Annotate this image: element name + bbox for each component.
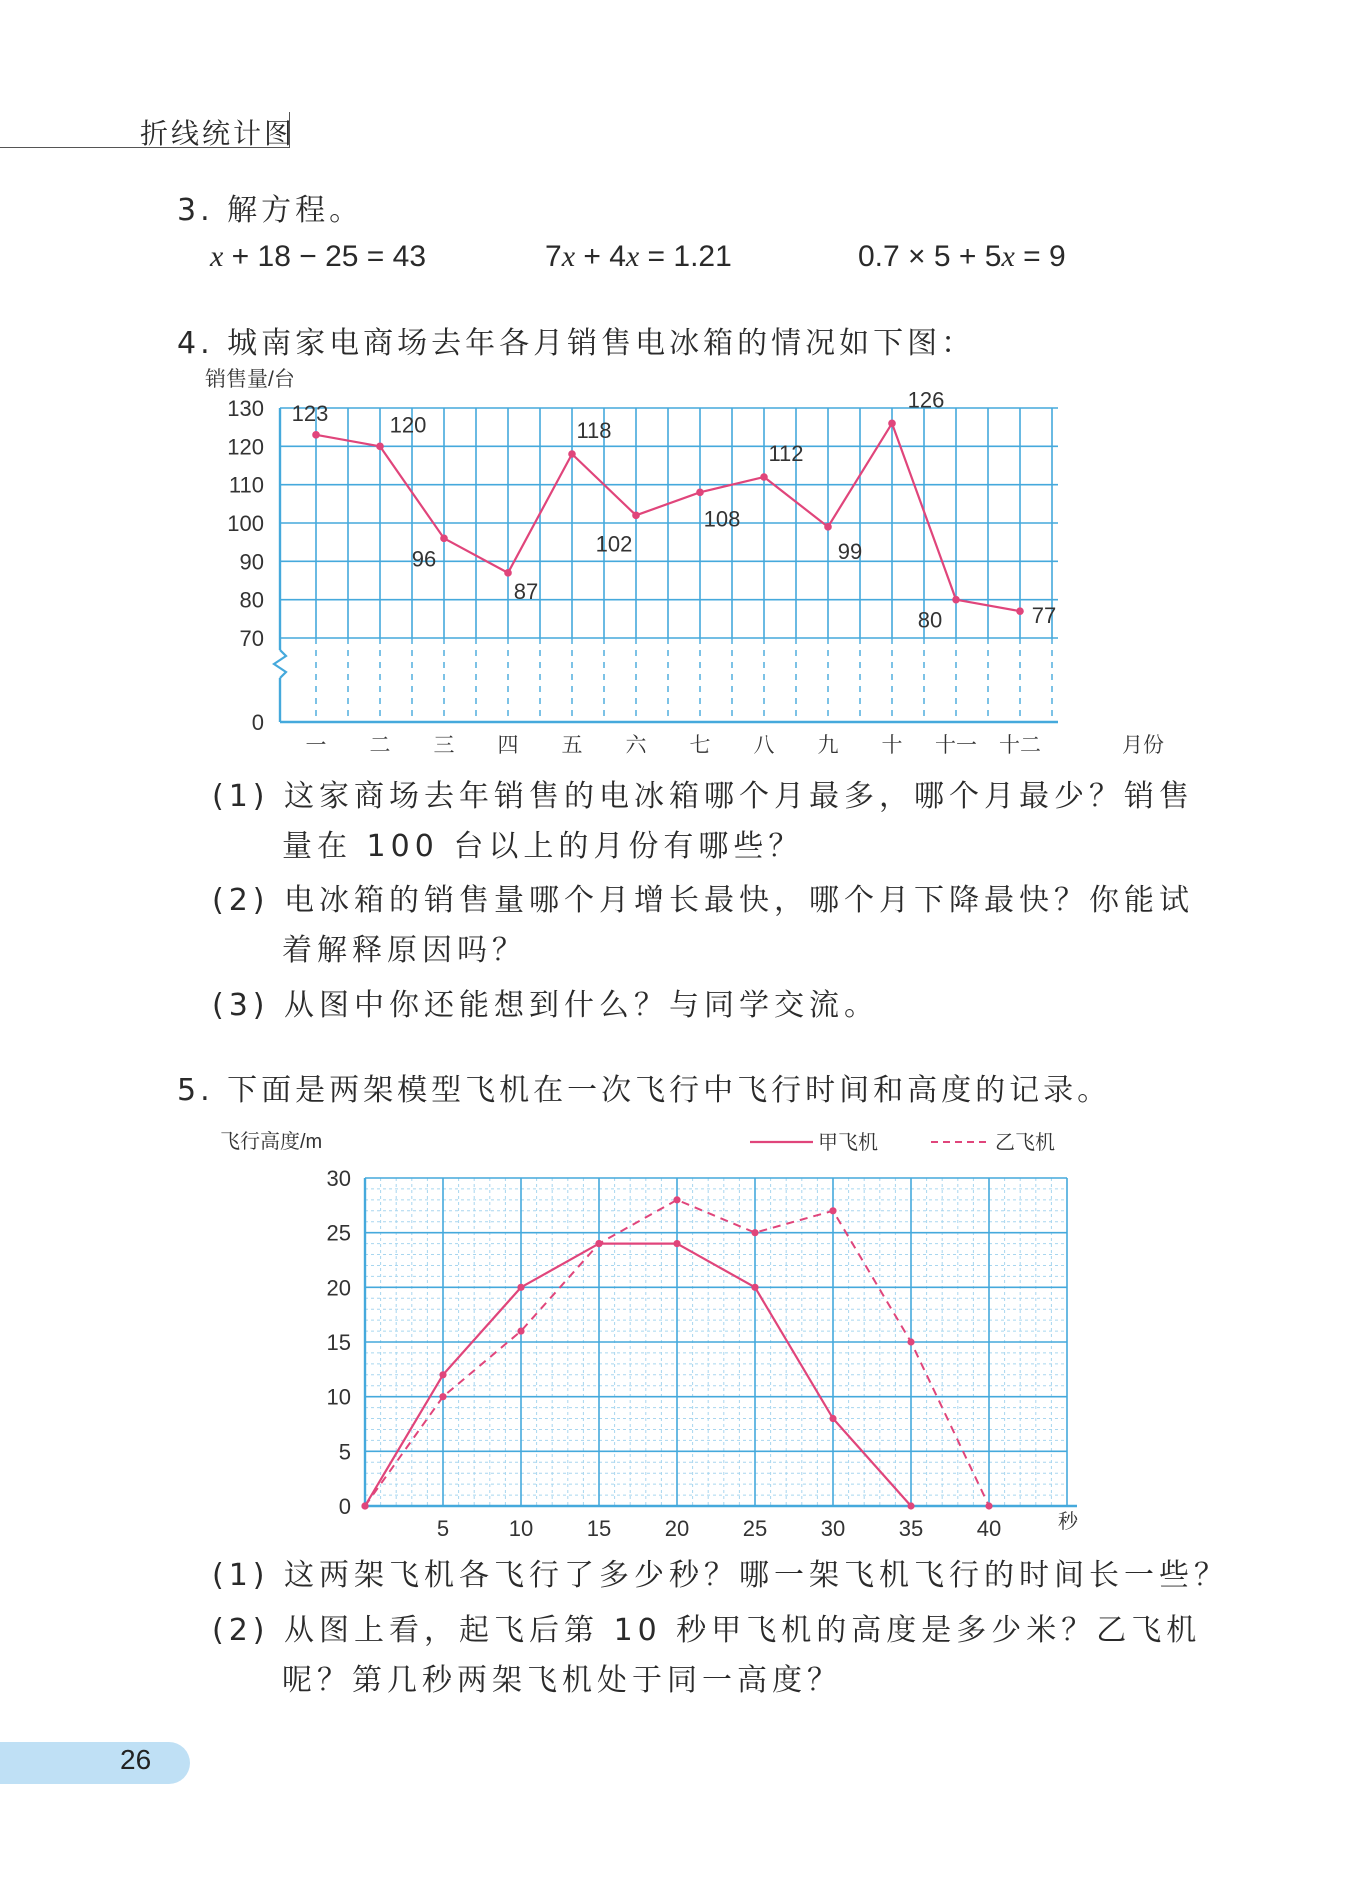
chart1-point: [952, 596, 960, 604]
equation-1-var: x: [210, 240, 224, 273]
chart1-axis-break: [274, 650, 286, 678]
chart1-ytick-label: 100: [227, 511, 264, 536]
chart2-xtick-label: 15: [586, 1516, 612, 1541]
page-number: 26: [120, 1744, 152, 1775]
chart2-ytick-label: 10: [326, 1384, 351, 1410]
chart2-xtick-label: 10: [508, 1516, 534, 1541]
chart1-data-label: 108: [703, 506, 741, 532]
chart1-ytick-label: 90: [239, 549, 264, 575]
chart1-xtick-label: 十一: [935, 734, 977, 757]
chart2-point-yi: [673, 1196, 680, 1203]
q4-sub3: (3) 从图中你还能想到什么？与同学交流。: [212, 988, 880, 1023]
chart2-point-jia: [907, 1502, 914, 1509]
legend-yi-label: 乙飞机: [995, 1132, 1055, 1154]
chart1-point: [504, 569, 512, 577]
chart2-point-jia: [673, 1240, 680, 1247]
chart1-ytick-label: 130: [227, 396, 264, 421]
chart1-data-label: 87: [513, 578, 539, 604]
question-3-label: 3. 解方程。: [177, 193, 364, 228]
chart2-point-jia: [517, 1284, 524, 1291]
flight-height-chart: [215, 1118, 1095, 1548]
chart1-data-label: 126: [907, 387, 945, 413]
chart2-ytick-label: 20: [326, 1275, 351, 1301]
chart2-point-yi: [751, 1229, 758, 1236]
chart1-xtick-label: 四: [497, 734, 519, 757]
equation-2: [545, 240, 732, 274]
sales-line-chart: [190, 360, 1190, 760]
chart1-xtick-label: 十: [881, 734, 903, 757]
chart1-point: [888, 420, 896, 428]
chart2-xlabel: 秒: [1058, 1511, 1078, 1533]
chart1-xlabel: 月份: [1122, 734, 1164, 757]
q5-sub1: (1) 这两架飞机各飞行了多少秒？哪一架飞机飞行的时间长一些？: [212, 1558, 1230, 1593]
chart1-data-label: 96: [411, 546, 437, 572]
equation-2-c: = 1.21: [639, 240, 732, 273]
section-title: 折线统计图: [140, 117, 296, 150]
chart1-point: [632, 512, 640, 520]
chart2-ytick-label: 15: [326, 1330, 351, 1355]
chart1-ytick-label: 80: [239, 587, 264, 613]
chart2-point-yi: [361, 1502, 368, 1509]
equation-2-b: + 4: [575, 240, 626, 273]
chart1-xtick-label: 七: [689, 734, 711, 757]
chart1-data-label: 118: [576, 418, 612, 443]
q4-sub1-line1: (1) 这家商场去年销售的电冰箱哪个月最多，哪个月最少？销售: [212, 779, 1195, 814]
chart1-xtick-label: 六: [625, 734, 647, 757]
chart1-xtick-label: 三: [433, 734, 455, 757]
q4-sub2-line1: (2) 电冰箱的销售量哪个月增长最快，哪个月下降最快？你能试: [212, 883, 1195, 918]
chart1-point: [312, 431, 320, 439]
chart1-ytick-label: 110: [228, 472, 264, 498]
equation-3-a: 0.7 × 5 + 5: [858, 240, 1002, 273]
chart1-xtick-label: 五: [561, 734, 583, 757]
chart1-point: [760, 473, 768, 481]
chart2-ytick-label: 5: [338, 1439, 351, 1465]
equation-3-var: x: [1001, 240, 1015, 273]
chart2-xtick-label: 40: [976, 1516, 1002, 1541]
equation-2-var-a: x: [561, 240, 576, 273]
chart1-ylabel: 销售量/台: [205, 368, 295, 391]
chart2-axes: [327, 1166, 1077, 1541]
chart1-data-label: 102: [595, 531, 633, 557]
chart1-ytick-label: 0: [251, 710, 264, 735]
chart1-point: [696, 489, 704, 497]
header-divider-vertical: [289, 112, 290, 148]
chart1-xtick-label: 一: [305, 734, 327, 757]
equation-2-var-b: x: [625, 240, 640, 273]
chart2-point-yi: [517, 1327, 524, 1334]
chart2-xtick-label: 5: [436, 1516, 450, 1541]
q4-sub2-line2: 着解释原因吗？: [282, 933, 527, 968]
q5-sub2-line2: 呢？第几秒两架飞机处于同一高度？: [282, 1663, 842, 1698]
chart1-xtick-label: 二: [369, 734, 391, 757]
chart2-point-yi: [595, 1240, 602, 1247]
chart2-grid: [365, 1178, 1067, 1506]
q4-sub1-line2: 量在 100 台以上的月份有哪些？: [282, 829, 804, 864]
chart2-ytick-label: 0: [338, 1494, 351, 1519]
chart1-xtick-label: 十二: [999, 734, 1041, 757]
equation-2-a: 7: [545, 240, 562, 273]
chart1-grid: [280, 408, 1058, 722]
question-4-label: 4. 城南家电商场去年各月销售电冰箱的情况如下图：: [177, 326, 976, 361]
chart1-data-label: 77: [1031, 603, 1057, 629]
equation-3-b: = 9: [1014, 240, 1066, 273]
equation-1: [210, 240, 426, 274]
chart1-point: [376, 443, 384, 451]
equation-3: [858, 240, 1066, 274]
chart2-xtick-label: 35: [898, 1516, 924, 1541]
chart1-point: [568, 450, 576, 458]
chart2-point-yi: [829, 1207, 836, 1214]
chart1-data-label: 80: [917, 607, 943, 633]
chart1-data-label: 120: [389, 412, 427, 438]
question-5-label: 5. 下面是两架模型飞机在一次飞行中飞行时间和高度的记录。: [177, 1073, 1112, 1108]
page-number-tab: [0, 1742, 190, 1784]
chart2-xtick-label: 20: [664, 1516, 690, 1541]
header-divider: [0, 147, 290, 148]
chart2-point-jia: [751, 1284, 758, 1291]
legend-jia-label: 甲飞机: [818, 1132, 878, 1154]
chart1-points: [292, 387, 1057, 632]
chart2-point-yi: [907, 1338, 914, 1345]
chart2-point-yi: [985, 1502, 992, 1509]
chart1-data-label: 123: [291, 400, 329, 426]
chart1-data-label: 99: [837, 538, 863, 564]
chart1-point: [440, 535, 448, 543]
chart2-xtick-label: 25: [742, 1516, 768, 1541]
chart1-xtick-label: 八: [753, 734, 775, 757]
chart2-point-jia: [439, 1371, 446, 1378]
chart1-data-label: 112: [768, 441, 804, 466]
chart1-point: [1016, 607, 1024, 615]
chart2-xtick-label: 30: [820, 1516, 846, 1541]
chart1-xtick-label: 九: [817, 734, 839, 757]
chart2-point-yi: [439, 1393, 446, 1400]
chart1-ytick-label: 120: [227, 434, 264, 460]
chart2-ytick-label: 30: [326, 1166, 351, 1191]
chart2-ytick-label: 25: [326, 1220, 351, 1246]
chart1-ytick-label: 70: [239, 626, 264, 651]
q5-sub2-line1: (2) 从图上看，起飞后第 10 秒甲飞机的高度是多少米？乙飞机: [212, 1613, 1202, 1648]
chart2-ylabel: 飞行高度/m: [220, 1131, 323, 1153]
chart1-point: [824, 523, 832, 531]
chart1-axes: [227, 396, 1058, 757]
equation-1-rest: + 18 − 25 = 43: [223, 240, 427, 273]
chart2-point-jia: [829, 1415, 836, 1422]
